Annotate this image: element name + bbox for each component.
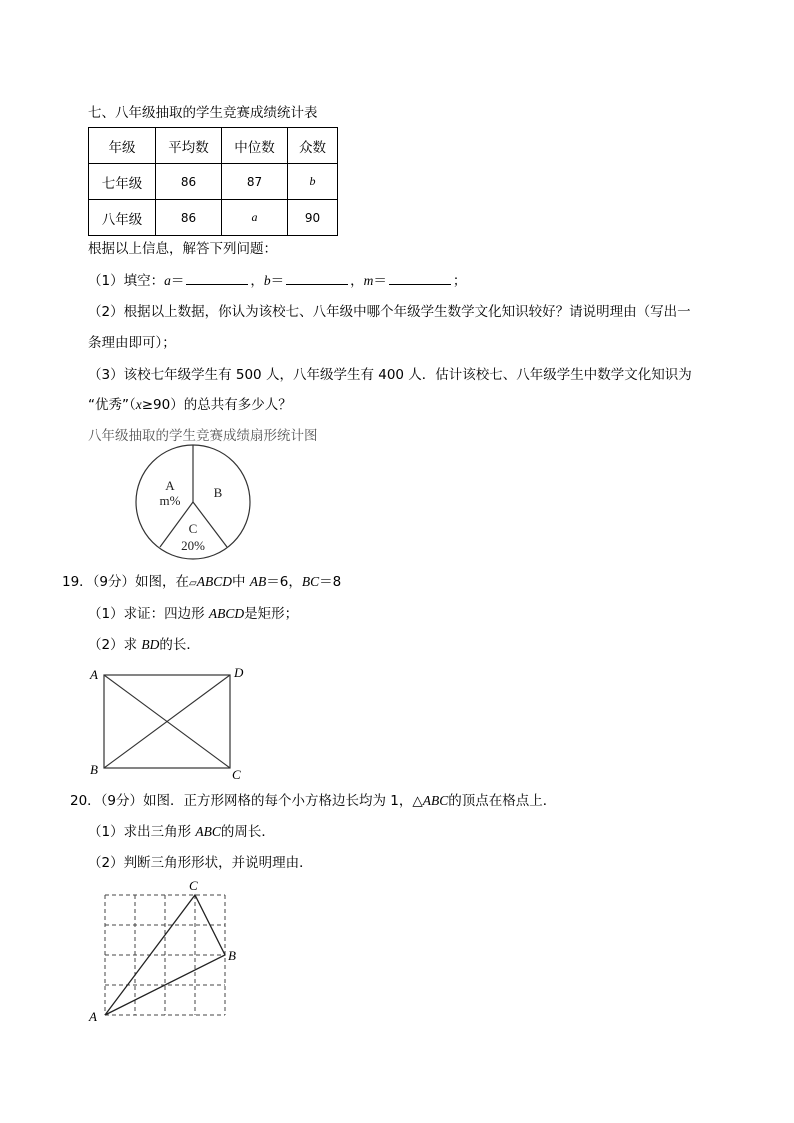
table-header-row <box>89 128 338 164</box>
text: （2）求 <box>88 637 142 653</box>
grid-triangle-figure <box>85 875 255 1025</box>
slice-b-label: B <box>213 485 223 500</box>
text: （1）求出三角形 <box>88 824 196 840</box>
q18-part1-prefix: （1）填空： <box>88 273 165 289</box>
triangle-label: ABC <box>195 824 221 839</box>
vertex-d-label: D <box>234 665 244 680</box>
blank-a-input[interactable] <box>186 272 248 285</box>
vertex-a-label: A <box>89 1009 97 1024</box>
table-cell: 86 <box>156 164 222 200</box>
text: 的长． <box>159 637 200 653</box>
header-cell: 中位数 <box>222 128 288 164</box>
parallelogram-icon: ▱ <box>189 578 197 589</box>
text: ＝6， <box>266 574 302 590</box>
text: 20．（9分）如图．正方形网格的每个小方格边长均为 1，△ <box>70 793 423 809</box>
q18-intro: 根据以上信息，解答下列问题： <box>88 241 277 257</box>
stats-table <box>88 127 338 236</box>
slice-a-label: A <box>165 478 175 493</box>
equals-sign: ＝ <box>373 273 387 289</box>
segment-ab: AB <box>249 574 267 589</box>
q19-part2 <box>88 636 200 654</box>
q19-part1 <box>88 605 298 623</box>
vertex-c-label: C <box>232 767 241 782</box>
table-cell: 90 <box>288 200 338 236</box>
slice-a-value: m% <box>159 493 181 508</box>
text: 中 <box>231 574 250 590</box>
text: 的周长． <box>220 824 275 840</box>
segment-bc: BC <box>301 574 320 589</box>
var-b: b <box>263 273 271 288</box>
blank-m-input[interactable] <box>389 272 451 285</box>
text: ≥90）的总共有多少人？ <box>141 397 292 413</box>
var-m: m <box>363 273 374 288</box>
header-cell: 平均数 <box>156 128 222 164</box>
blank-b-input[interactable] <box>286 272 348 285</box>
q20-part1 <box>88 823 275 841</box>
separator: ， <box>250 273 264 289</box>
vertex-b-label: B <box>228 948 236 963</box>
table-cell: 86 <box>156 200 222 236</box>
var-x: x <box>135 397 142 412</box>
shape-label: ABCD <box>196 574 232 589</box>
triangle-label: ABC <box>422 793 449 808</box>
table-title: 七、八年级抽取的学生竞赛成绩统计表 <box>88 105 318 121</box>
q20-stem <box>70 792 556 810</box>
text: 的顶点在格点上． <box>448 793 557 809</box>
shape-label: ABCD <box>208 606 245 621</box>
slice-c-label: C <box>188 521 198 536</box>
text: “优秀”（ <box>88 397 136 413</box>
pie-chart-title: 八年级抽取的学生竞赛成绩扇形统计图 <box>88 428 318 444</box>
var-a: a <box>164 273 171 288</box>
table-cell: 七年级 <box>89 164 156 200</box>
vertex-c-label: C <box>189 878 198 893</box>
q20-part2: （2）判断三角形形状，并说明理由． <box>88 855 313 871</box>
q18-part1 <box>88 272 466 290</box>
terminator: ； <box>452 273 467 289</box>
vertex-b-label: B <box>90 762 98 777</box>
segment-bd: BD <box>141 637 160 652</box>
equals-sign: ＝ <box>270 273 285 289</box>
q18-part3-line1: （3）该校七年级学生有 500 人，八年级学生有 400 人．估计该校七、八年级学生中数学文化知识为 <box>88 367 692 383</box>
text: 是矩形； <box>244 606 299 622</box>
table-cell: b <box>288 164 338 200</box>
table-cell: 八年级 <box>89 200 156 236</box>
table-cell: a <box>222 200 288 236</box>
q19-stem <box>62 573 341 593</box>
q18-part2-line1: （2）根据以上数据，你认为该校七、八年级中哪个年级学生数学文化知识较好？请说明理由（写出一 <box>88 304 691 320</box>
text: ＝8 <box>319 574 342 590</box>
header-cell: 年级 <box>89 128 156 164</box>
rectangle-figure <box>80 660 260 785</box>
table-row <box>89 200 338 236</box>
text: （1）求证：四边形 <box>88 606 209 622</box>
separator: ， <box>350 273 364 289</box>
q18-part2-line2: 条理由即可）； <box>88 335 176 351</box>
equals-sign: ＝ <box>170 273 185 289</box>
table-cell: 87 <box>222 164 288 200</box>
header-cell: 众数 <box>288 128 338 164</box>
slice-c-value: 20% <box>181 538 205 553</box>
table-row <box>89 164 338 200</box>
pie-chart <box>130 440 260 565</box>
q18-part3-line2 <box>88 396 292 414</box>
vertex-a-label: A <box>90 667 98 682</box>
q19-number: 19．（9分）如图，在 <box>62 574 190 590</box>
